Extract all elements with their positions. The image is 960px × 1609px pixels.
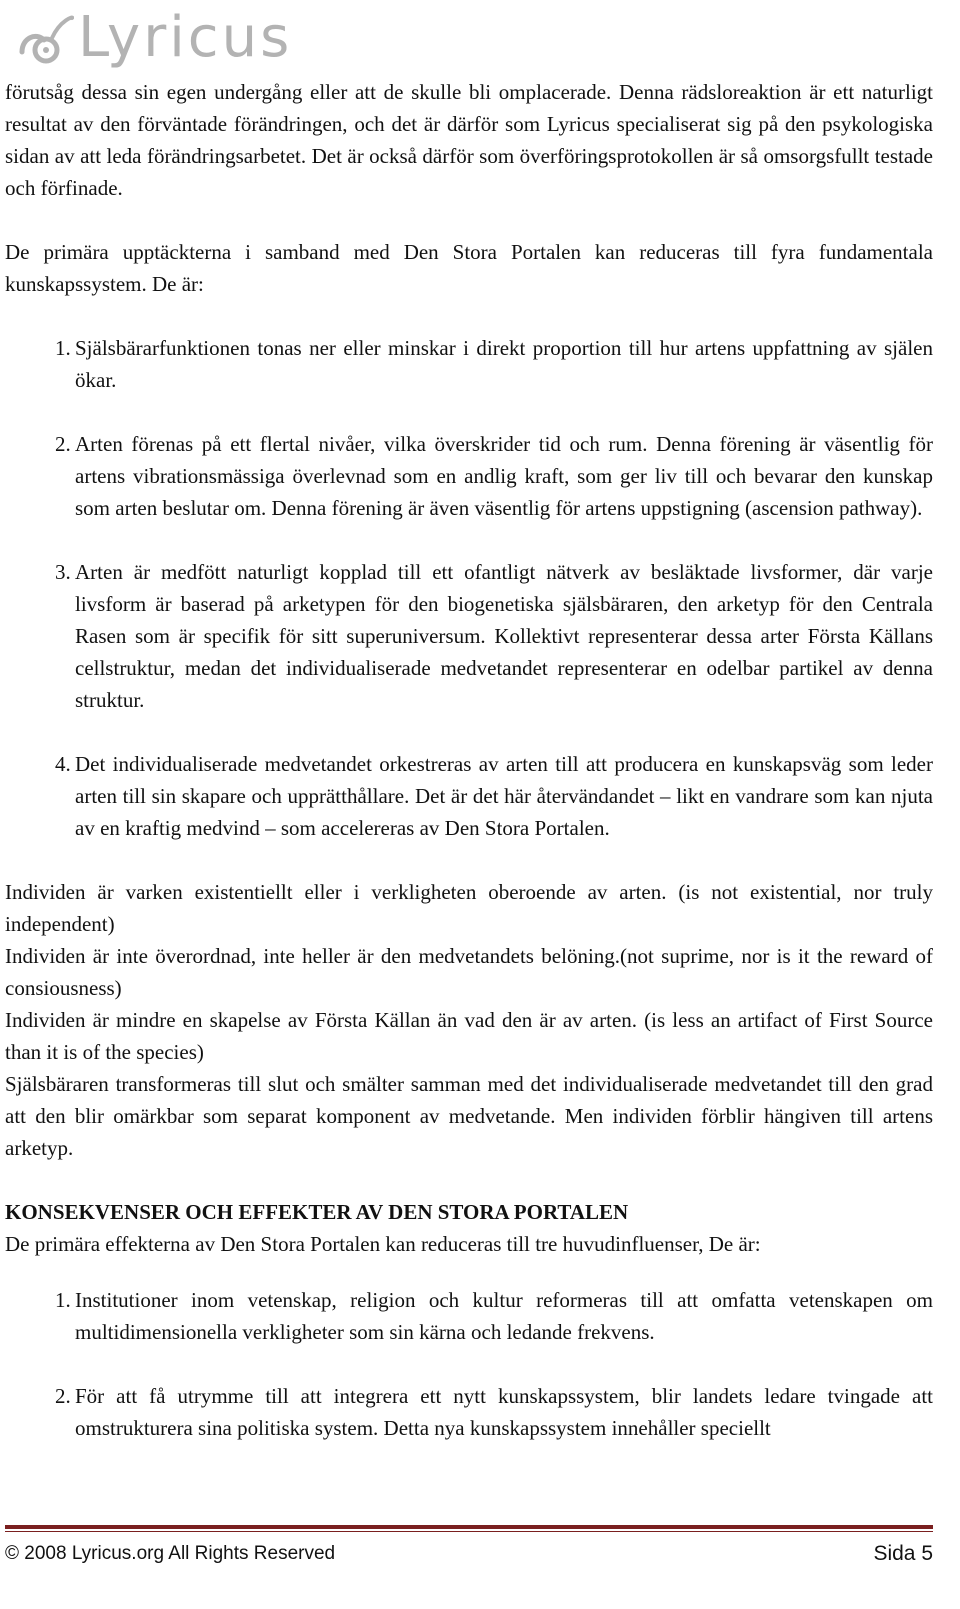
page-footer (5, 1540, 933, 1568)
list-item-text: Det individualiserade medvetandet orkestreras av arten till att producera en kunskapsväg som leder arten till sin skapare och upprätthållare. Det är det här återvändandet – likt en vandrare som kan njuta av en kraftig medvind – som accelereras av Den Stora Portalen. (75, 752, 933, 840)
list-item-text: Institutioner inom vetenskap, religion och kultur reformeras till att omfatta vetenskapen om multidimensionella verkligheter som sin kärna och ledande frekvens. (75, 1288, 933, 1344)
list-item-text: Arten är medfött naturligt kopplad till ett ofantligt nätverk av besläktade livsformer, där varje livsform är baserad på arketypen för den biogenetiska själsbäraren, den arketyp för den Centrala Rasen som är specifik för sitt superuniversum. Kollektivt representerar dessa arter Första Källans cellstruktur, medan det individualiserade medvetandet representerar en odelbar partikel av denna struktur. (75, 560, 933, 712)
statement: Individen är mindre en skapelse av Första Källan än vad den är av arten. (is less an artifact of First Source than it is of the species) (5, 1008, 933, 1064)
list-number: 1. (55, 336, 71, 360)
list-number: 4. (55, 752, 71, 776)
footer-divider-thin (5, 1531, 933, 1532)
paragraph-intro: förutsåg dessa sin egen undergång eller att de skulle bli omplacerade. Denna rädsloreaktion är ett naturligt resultat av den förväntade förändringen, och det är därför som Lyricus specialiserat sig på den psykologiska sidan av att leda förändringsarbetet. Det är också därför som överföringsprotokollen är så omsorgsfullt testade och förfinade. (5, 80, 933, 200)
section-intro: De primära effekterna av Den Stora Portalen kan reduceras till tre huvudinfluenser, De är: (5, 1232, 761, 1256)
list-item (5, 748, 933, 844)
list-item (5, 428, 933, 524)
list-item-text: För att få utrymme till att integrera ett nytt kunskapssystem, blir landets ledare tvingade att omstrukturera sina politiska system. Detta nya kunskapssystem innehåller speciellt (75, 1384, 933, 1440)
logo-text: Lyricus (78, 5, 293, 70)
paragraph-discoveries: De primära upptäckterna i samband med Den Stora Portalen kan reduceras till fyra fundamentala kunskapssystem. De är: (5, 240, 933, 296)
list-number: 1. (55, 1288, 71, 1312)
list-number: 2. (55, 1384, 71, 1408)
list-item (5, 556, 933, 716)
page-content (5, 76, 933, 1444)
list-item (5, 1380, 933, 1444)
statement: Individen är inte överordnad, inte heller är den medvetandets belöning.(not suprime, nor is it the reward of consiousness) (5, 944, 933, 1000)
section-heading: KONSEKVENSER OCH EFFEKTER AV DEN STORA PORTALEN (5, 1200, 629, 1224)
list-number: 2. (55, 432, 71, 456)
footer-divider (5, 1525, 933, 1529)
list-item (5, 332, 933, 396)
list-item-text: Arten förenas på ett flertal nivåer, vilka överskrider tid och rum. Denna förening är väsentlig för artens vibrationsmässiga överlevnad som en andlig kraft, som ger liv till och bevarar den kunskap som arten beslutar om. Denna förening är även väsentlig för artens uppstigning (ascension pathway). (75, 432, 933, 520)
page-number: Sida 5 (873, 1542, 933, 1565)
statement: Själsbäraren transformeras till slut och smälter samman med det individualiserade medvetandet till den grad att den blir omärkbar som separat komponent av medvetande. Men individen förblir hängiven till artens arketyp. (5, 1072, 933, 1160)
statement: Individen är varken existentiellt eller i verkligheten oberoende av arten. (is not existential, nor truly independent) (5, 880, 933, 936)
list-item-text: Själsbärarfunktionen tonas ner eller minskar i direkt proportion till hur artens uppfattning av själen ökar. (75, 336, 933, 392)
list-item (5, 1284, 933, 1348)
lyricus-swirl-icon (14, 10, 74, 70)
footer-copyright: © 2008 Lyricus.org All Rights Reserved (5, 1543, 336, 1564)
list-number: 3. (55, 560, 71, 584)
lyricus-logo (14, 0, 334, 70)
